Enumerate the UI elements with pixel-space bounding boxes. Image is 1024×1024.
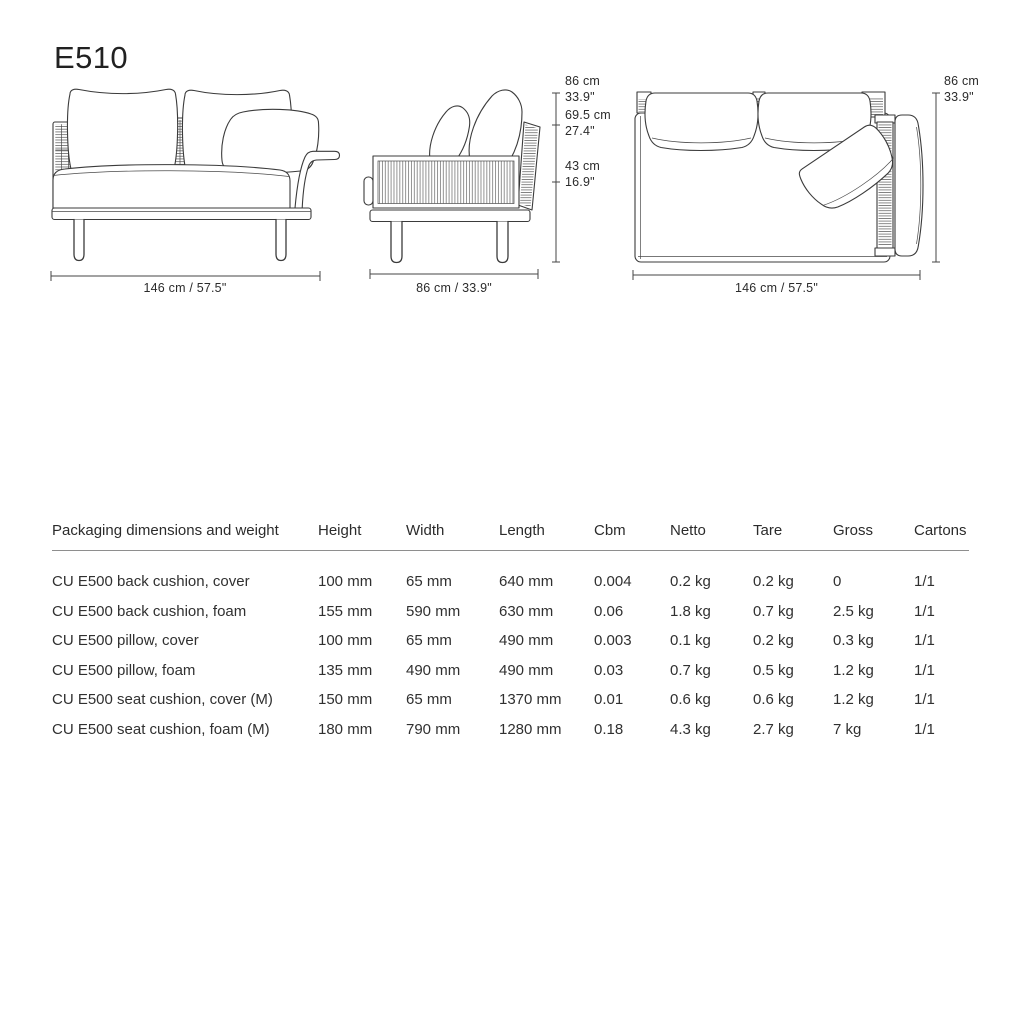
row-tare: 2.7 kg [753, 720, 794, 738]
row-gross: 1.2 kg [833, 691, 874, 709]
side-height-total-cm: 86 cm [565, 74, 601, 88]
row-cartons: 1/1 [914, 720, 935, 738]
row-length: 1280 mm [499, 720, 562, 738]
row-netto: 1.8 kg [670, 602, 711, 620]
packaging-table-header-row [52, 522, 969, 540]
side-height-back-in: 27.4" [565, 123, 595, 138]
table-row [52, 597, 969, 627]
top-view-drawing [622, 82, 952, 308]
row-width: 490 mm [406, 661, 461, 679]
front-left-leg [74, 220, 84, 261]
row-tare: 0.2 kg [753, 573, 794, 591]
row-width: 590 mm [406, 602, 461, 620]
front-left-back-cushion [67, 89, 177, 171]
top-width-dimension-line [633, 270, 920, 280]
front-width-dimension-label: 146 cm / 57.5" [143, 281, 227, 295]
side-height-back-cm: 69.5 cm [565, 108, 611, 122]
row-cartons: 1/1 [914, 661, 935, 679]
row-cbm: 0.06 [594, 602, 624, 620]
front-base-rail [52, 208, 311, 220]
front-seat-cushion [53, 165, 290, 208]
top-back-cushion-1 [645, 93, 758, 151]
row-gross: 2.5 kg [833, 602, 874, 620]
row-width: 65 mm [406, 691, 452, 709]
table-row [52, 656, 969, 686]
header-packaging: Packaging dimensions and weight [52, 522, 279, 539]
row-cbm: 0.18 [594, 720, 624, 738]
packaging-table [52, 522, 969, 744]
front-view-drawing [45, 82, 345, 308]
row-width: 790 mm [406, 720, 461, 738]
header-cbm: Cbm [594, 522, 626, 539]
row-gross: 0 [833, 573, 842, 591]
header-height: Height [318, 522, 362, 539]
row-item: CU E500 pillow, foam [52, 661, 196, 679]
row-length: 490 mm [499, 632, 554, 650]
side-front-back-cushion [430, 106, 470, 160]
row-height: 100 mm [318, 573, 373, 591]
row-cartons: 1/1 [914, 602, 935, 620]
side-height-dimension-line [552, 93, 560, 262]
row-netto: 0.1 kg [670, 632, 711, 650]
top-depth-dimension-line [932, 93, 940, 262]
front-width-dimension-line [51, 271, 320, 281]
row-item: CU E500 back cushion, cover [52, 573, 250, 591]
row-netto: 0.6 kg [670, 691, 711, 709]
row-tare: 0.7 kg [753, 602, 794, 620]
row-item: CU E500 pillow, cover [52, 632, 199, 650]
side-height-seat-cm: 43 cm [565, 159, 601, 173]
side-height-seat-in: 16.9" [565, 174, 595, 189]
row-item: CU E500 seat cushion, foam (M) [52, 720, 270, 738]
row-length: 640 mm [499, 573, 554, 591]
side-width-dimension-label: 86 cm / 33.9" [416, 281, 492, 295]
row-gross: 0.3 kg [833, 632, 874, 650]
row-netto: 4.3 kg [670, 720, 711, 738]
row-cbm: 0.01 [594, 691, 624, 709]
row-tare: 0.6 kg [753, 691, 794, 709]
row-cbm: 0.003 [594, 632, 632, 650]
side-base-rail [370, 210, 530, 222]
top-width-dimension-label: 146 cm / 57.5" [735, 281, 818, 295]
row-length: 1370 mm [499, 691, 562, 709]
row-height: 100 mm [318, 632, 373, 650]
side-weave-frame [373, 156, 519, 208]
side-rear-weave-strip [518, 122, 540, 210]
table-header-rule [52, 550, 969, 551]
table-row [52, 685, 969, 715]
row-cartons: 1/1 [914, 573, 935, 591]
side-height-seat-label [565, 159, 600, 190]
table-row [52, 626, 969, 656]
top-depth-dimension-label [944, 74, 979, 105]
row-length: 490 mm [499, 661, 554, 679]
table-row [52, 715, 969, 745]
row-width: 65 mm [406, 573, 452, 591]
side-view-drawing [352, 82, 564, 308]
row-length: 630 mm [499, 602, 554, 620]
row-cartons: 1/1 [914, 632, 935, 650]
header-cartons: Cartons [914, 522, 967, 539]
side-width-dimension-line [370, 269, 538, 279]
header-tare: Tare [753, 522, 783, 539]
side-height-total-label [565, 74, 600, 105]
table-row [52, 567, 969, 597]
row-height: 155 mm [318, 602, 373, 620]
side-left-tab [364, 177, 373, 205]
row-cbm: 0.03 [594, 661, 624, 679]
row-item: CU E500 seat cushion, cover (M) [52, 691, 273, 709]
side-front-leg [391, 222, 402, 263]
header-length: Length [499, 522, 545, 539]
header-width: Width [406, 522, 445, 539]
row-tare: 0.2 kg [753, 632, 794, 650]
side-height-total-in: 33.9" [565, 89, 595, 104]
side-rear-leg [497, 222, 508, 263]
row-height: 135 mm [318, 661, 373, 679]
side-height-back-label [565, 108, 611, 139]
row-netto: 0.2 kg [670, 573, 711, 591]
side-rear-back-cushion [469, 90, 522, 160]
top-depth-cm: 86 cm [944, 74, 980, 88]
row-gross: 1.2 kg [833, 661, 874, 679]
header-gross: Gross [833, 522, 874, 539]
row-item: CU E500 back cushion, foam [52, 602, 247, 620]
row-width: 65 mm [406, 632, 452, 650]
top-depth-in: 33.9" [944, 89, 974, 104]
top-outer-arm [895, 115, 923, 256]
row-height: 150 mm [318, 691, 373, 709]
row-gross: 7 kg [833, 720, 862, 738]
row-height: 180 mm [318, 720, 373, 738]
header-netto: Netto [670, 522, 706, 539]
packaging-table-body [52, 567, 969, 744]
page-title: E510 [54, 40, 128, 75]
row-cartons: 1/1 [914, 691, 935, 709]
front-right-leg [276, 220, 286, 261]
row-tare: 0.5 kg [753, 661, 794, 679]
row-netto: 0.7 kg [670, 661, 711, 679]
row-cbm: 0.004 [594, 573, 632, 591]
